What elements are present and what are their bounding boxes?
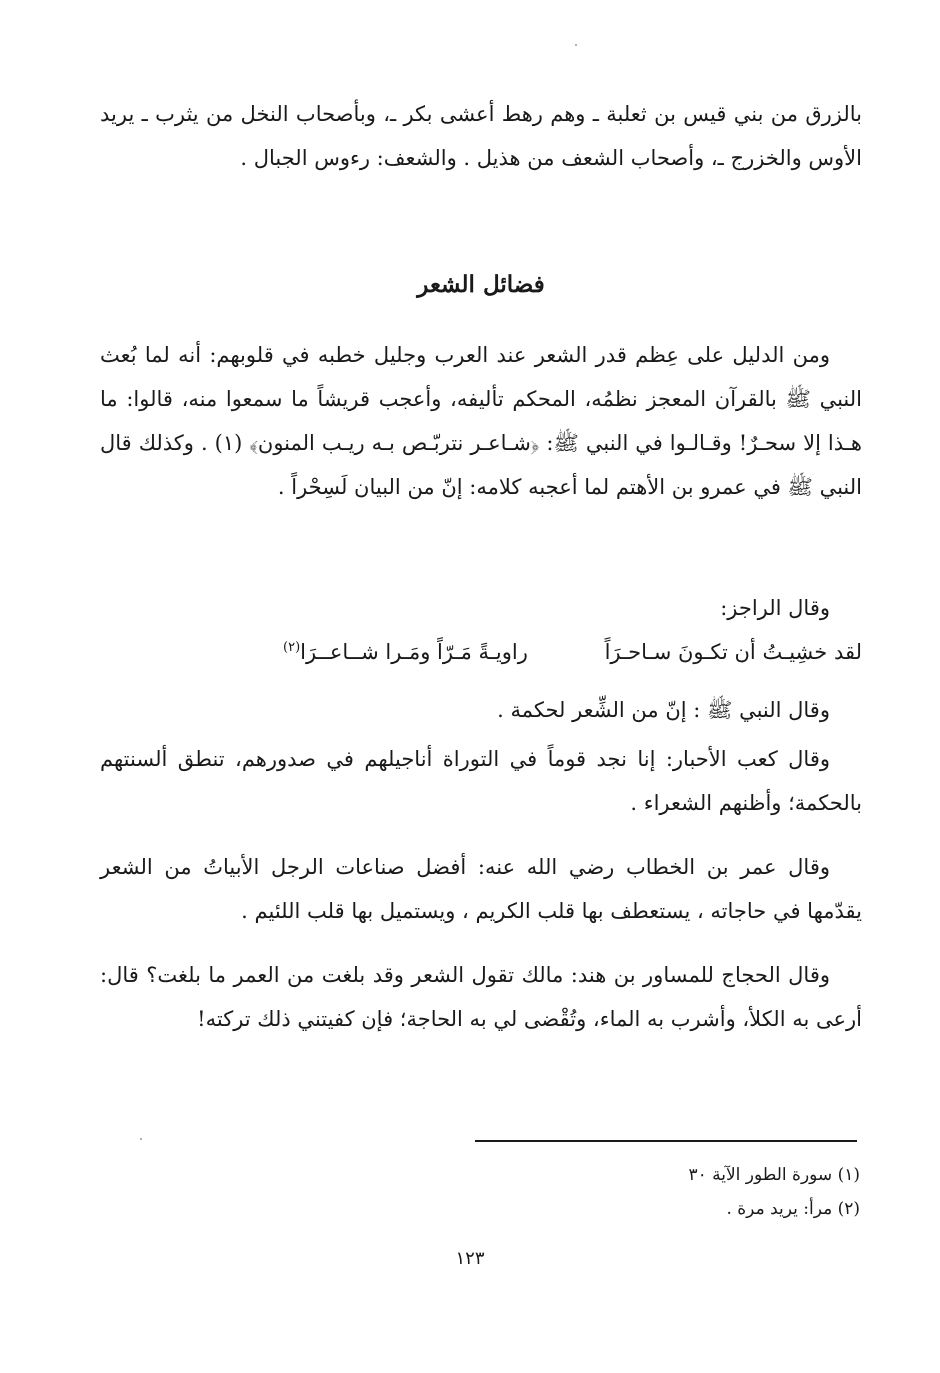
footnote-item: (١) سورة الطور الآية ٣٠: [688, 1165, 860, 1185]
footnotes: [560, 1158, 860, 1226]
scan-speck: [140, 1138, 142, 1140]
paragraph-omar: وقال عمر بن الخطاب رضي الله عنه: أفضل صناعات الرجل الأبياتُ من الشعر يقدّمها في حاجاته ، يستعطف بها قلب الكريم ، ويستميل بها قلب اللئيم .: [100, 855, 862, 923]
footnote-item: (٢) مرأ: يريد مرة .: [726, 1199, 860, 1219]
footnote-divider: [475, 1140, 857, 1142]
rajaz-intro: وقال الراجز:: [720, 596, 830, 620]
section-heading: فضائل الشعر: [417, 271, 545, 298]
paragraph-poetry-virtue: ومن الدليل على عِظم قدر الشعر عند العرب وجليل خطبه في قلوبهم: أنه لما بُعث النبي ﷺ بالقرآن المعجز نظمُه، المحكم تأليفه، وأعجب قريشاً ما سمعوا منه، قالوا: ما هـذا إلا سحـرٌ! وقـالـوا في النبي ﷺ: ﴿شـاعـر نتربّـص بـه ريـب المنون﴾ (١) . وكذلك قال النبي ﷺ في عمرو بن الأهتم لما أعجبه كلامه: إنّ من البيان لَسِحْراً .: [100, 343, 862, 499]
page-number: ١٢٣: [455, 1248, 485, 1269]
paragraph-hadith-wisdom: وقال النبي ﷺ : إنّ من الشِّعر لحكمة .: [497, 698, 830, 722]
paragraph-hajjaj: وقال الحجاج للمساور بن هند: مالك تقول الشعر وقد بلغت من العمر ما بلغت؟ قال: أرعى به الكلأ، وأشرب به الماء، وتُقْضى لي به الحاجة؛ فإن كفيتني ذلك تركته!: [100, 963, 862, 1031]
poem-verse: [100, 626, 862, 674]
paragraph-kaab: وقال كعب الأحبار: إنا نجد قوماً في التوراة أناجيلهم في صدورهم، تنطق ألسنتهم بالحكمة؛ وأظنهم الشعراء .: [100, 747, 862, 815]
paragraph-continuation: بالزرق من بني قيس بن ثعلبة ـ وهم رهط أعشى بكر ـ، وبأصحاب النخل من يثرب ـ يريد الأوس والخزرج ـ، وأصحاب الشعف من هذيل . والشعف: رءوس الجبال .: [100, 102, 862, 170]
verse-second-hemistich-text: راويـةً مَـرّاً ومَـرا شــاعــرَا: [300, 640, 528, 664]
verse-first-hemistich: لقد خشِيـتُ أن تكـونَ سـاحـرَاً: [604, 640, 862, 664]
verse-second-hemistich: [283, 626, 528, 674]
footnote-reference: (٢): [283, 640, 301, 655]
scan-speck: [575, 44, 577, 46]
